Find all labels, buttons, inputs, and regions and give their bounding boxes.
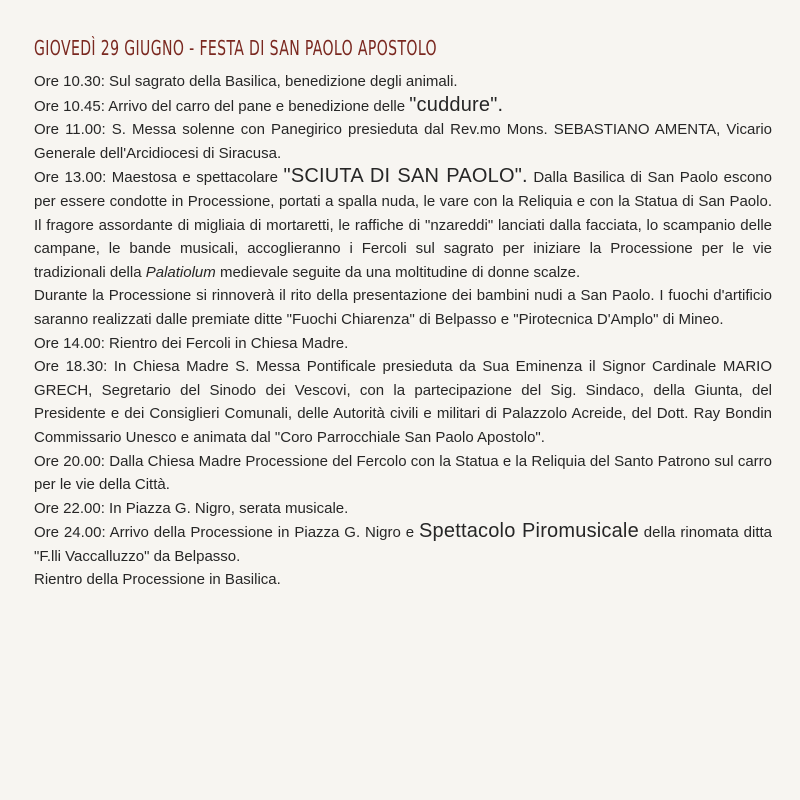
schedule-entry-1830: Ore 18.30: In Chiesa Madre S. Messa Pontificale presieduta da Sua Eminenza il Signor Cardinale MARIO GRECH, Segretario del Sinodo dei Vescovi, con la partecipazione del Sig. Sindaco, della Giunta, del Presidente e dei Consiglieri Comunali, delle Autorità civili e militari di Palazzolo Acreide, del Dott. Ray Bondin Commissario Unesco e animata dal "Coro Parrocchiale San Paolo Apostolo". bbox=[34, 358, 772, 446]
highlight-sciuta: "SCIUTA DI SAN PAOLO". bbox=[283, 165, 528, 188]
schedule-entry-1300: Ore 13.00: Maestosa e spettacolare "SCIUTA DI SAN PAOLO". Dalla Basilica di San Paolo escono per essere condotte in Processione, portati a spalla nuda, le vare con la Reliquia e con la Statua di San Paolo. Il fragore assordante di migliaia di mortaretti, le raffiche di "nzareddi" lanciati dalla facciata, lo scampanio delle campane, le bande musicali, accoglieranno i Fercoli sul sagrato per iniziare la Processione per le vie tradizionali della Palatiolum medievale seguite da una moltitudine di donne scalze. bbox=[34, 165, 772, 281]
italic-palatiolum: Palatiolum bbox=[145, 263, 216, 281]
highlight-piromusicale: Spettacolo Piromusicale bbox=[419, 520, 639, 543]
schedule-entry-1100: Ore 11.00: S. Messa solenne con Panegirico presieduta dal Rev.mo Mons. SEBASTIANO AMENTA, Vicario Generale dell'Arcidiocesi di Siracusa. bbox=[34, 121, 772, 162]
procession-note: Durante la Processione si rinnoverà il rito della presentazione dei bambini nudi a San Paolo. I fuochi d'artificio saranno realizzati dalle premiate ditte "Fuochi Chiarenza" di Belpasso e "Pirotecnica D'Amplo" di Mineo. bbox=[34, 287, 772, 328]
schedule-entry-1045: Ore 10.45: Arrivo del carro del pane e benedizione delle "cuddure". bbox=[34, 93, 504, 116]
highlight-cuddure: "cuddure". bbox=[409, 93, 504, 116]
page-title: GIOVEDÌ 29 GIUGNO - FESTA DI SAN PAOLO APOSTOLO bbox=[34, 36, 437, 60]
schedule-entry-1030: Ore 10.30: Sul sagrato della Basilica, benedizione degli animali. bbox=[34, 73, 458, 90]
schedule-entry-2000: Ore 20.00: Dalla Chiesa Madre Processione del Fercolo con la Statua e la Reliquia del Santo Patrono sul carro per le vie della Città. bbox=[34, 452, 772, 494]
closing-entry: Rientro della Processione in Basilica. bbox=[34, 571, 281, 589]
schedule-entry-2400: Ore 24.00: Arrivo della Processione in Piazza G. Nigro e Spettacolo Piromusicale della rinomata ditta "F.lli Vaccalluzzo" da Belpasso. bbox=[34, 520, 773, 565]
schedule-entry-2200: Ore 22.00: In Piazza G. Nigro, serata musicale. bbox=[34, 499, 349, 517]
schedule-entry-1400: Ore 14.00: Rientro dei Fercoli in Chiesa Madre. bbox=[34, 334, 349, 352]
program-text bbox=[34, 70, 772, 592]
